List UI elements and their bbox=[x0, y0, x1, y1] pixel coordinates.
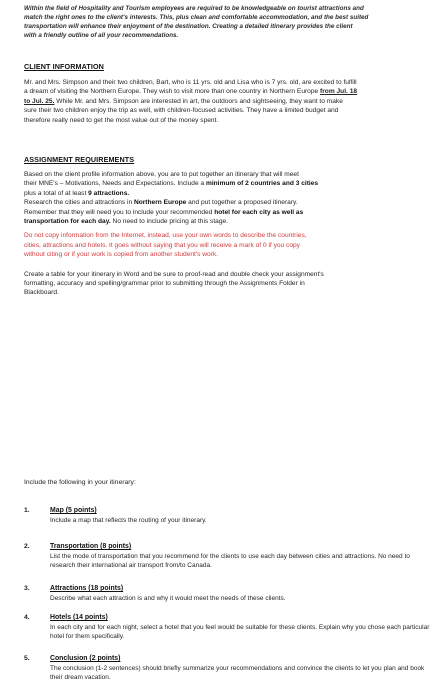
item-description: Describe what each attraction is and why it would meet the needs of these clients. bbox=[50, 595, 286, 602]
req-text: Research the cities and attractions in bbox=[24, 199, 134, 207]
req-emphasis: minimum of 2 countries and 3 cities bbox=[205, 180, 319, 188]
req-text: their MNE's – Motivations, Needs and Expectations. Include a bbox=[24, 180, 206, 188]
req-text: No need to include pricing at this stage. bbox=[110, 218, 229, 226]
itinerary-items-intro: Include the following in your itinerary: bbox=[24, 479, 136, 486]
req-line bbox=[24, 217, 432, 226]
req-line bbox=[24, 198, 432, 207]
req-line: Based on the client profile information above, you are to put together an itinerary that will meet bbox=[24, 171, 299, 178]
client-line bbox=[24, 87, 432, 96]
client-line: Mr. and Mrs. Simpson and their two children, Bart, who is 11 yrs. old and Lisa who is 7 yrs. old, are excited to fulfill bbox=[24, 79, 357, 86]
req-line bbox=[24, 179, 432, 188]
item-number: 2. bbox=[24, 543, 30, 550]
submission-line: formatting, accuracy and spelling/grammar prior to submitting through the Assignments Folder in bbox=[24, 280, 305, 288]
submission-line: Create a table for your itinerary in Word and be sure to proof-read and double check your assignment's bbox=[24, 270, 324, 278]
assignment-requirements-heading: ASSIGNMENT REQUIREMENTS bbox=[24, 155, 135, 164]
item-title: Conclusion (2 points) bbox=[50, 655, 121, 662]
item-description: In each city and for each night, select a hotel that you feel would be suitable for these clients. Explain why you chose each particular hotel for them specifically. bbox=[50, 624, 430, 641]
client-line: therefore really need to get the most value out of the money spent. bbox=[24, 116, 219, 124]
intro-line: match the right ones to the client's interests. This, plus clean and comfortable accommodation, and the best suited bbox=[24, 14, 369, 21]
req-emphasis: Northern Europe bbox=[133, 199, 187, 207]
req-text: plus a total of at least bbox=[24, 189, 89, 197]
item-description: The conclusion (1-2 sentences) should briefly summarize your recommendations and convince the clients to let you plan and book their dream vacation. bbox=[50, 665, 425, 682]
item-title: Transportation (8 points) bbox=[50, 543, 132, 550]
req-text: and put together a proposed itinerary. bbox=[186, 199, 298, 207]
intro-line: with a friendly outline of all your recommendations. bbox=[24, 32, 179, 39]
item-number: 4. bbox=[24, 614, 30, 621]
client-text: a dream of visiting the Northern Europe. They wish to visit more than one country in Northern Europe bbox=[24, 88, 319, 96]
client-text: While Mr. and Mrs. Simpson are interested in art, the outdoors and sightseeing, they want to make bbox=[54, 97, 343, 105]
req-emphasis: hotel for each city as well as bbox=[214, 208, 304, 216]
item-number: 5. bbox=[24, 655, 30, 662]
item-title: Map (5 points) bbox=[50, 507, 97, 514]
requirements-paragraph bbox=[24, 170, 432, 298]
plagiarism-warning bbox=[24, 231, 432, 259]
warning-line: cities, attractions and hotels. It goes without saying that you will receive a mark of 0 if you copy bbox=[24, 241, 300, 249]
submission-line: Blackboard. bbox=[24, 289, 59, 297]
item-number: 1. bbox=[24, 507, 30, 514]
req-emphasis: 9 attractions. bbox=[88, 189, 130, 197]
travel-dates-end: to Jul. 25. bbox=[24, 97, 55, 105]
req-line bbox=[24, 189, 432, 198]
client-line: sure their two children enjoy the trip as well, with children-focused activities. They have a limited budget and bbox=[24, 107, 339, 115]
item-title: Attractions (18 points) bbox=[50, 585, 124, 592]
item-title: Hotels (14 points) bbox=[50, 614, 108, 621]
warning-line: Do not copy information from the Internet, instead, use your own words to describe the countries, bbox=[24, 232, 307, 240]
client-information-heading: CLIENT INFORMATION bbox=[24, 62, 104, 71]
item-description: Include a map that reflects the routing of your itinerary. bbox=[50, 517, 207, 524]
intro-paragraph bbox=[24, 4, 428, 40]
intro-line: transportation will enhance their enjoyment of the destination. Creating a detailed itinerary provides the client bbox=[24, 23, 353, 30]
item-number: 3. bbox=[24, 585, 30, 592]
req-line bbox=[24, 208, 432, 217]
submission-instructions bbox=[24, 270, 432, 298]
travel-dates-start: from Jul. 18 bbox=[320, 88, 358, 96]
intro-line: Within the field of Hospitality and Tourism employees are required to be knowledgeable on tourist attractions and bbox=[24, 5, 364, 12]
client-line bbox=[24, 97, 432, 106]
item-description: List the mode of transportation that you recommend for the clients to use each day between cities and attractions. No need to research their international air transport from/to Canada. bbox=[50, 553, 410, 570]
client-information-paragraph bbox=[24, 78, 432, 125]
warning-line: without citing or if your work is copied from another student's work. bbox=[24, 251, 219, 259]
req-emphasis: transportation for each day. bbox=[24, 218, 111, 226]
req-text: Remember that they will need you to include your recommended bbox=[24, 208, 215, 216]
